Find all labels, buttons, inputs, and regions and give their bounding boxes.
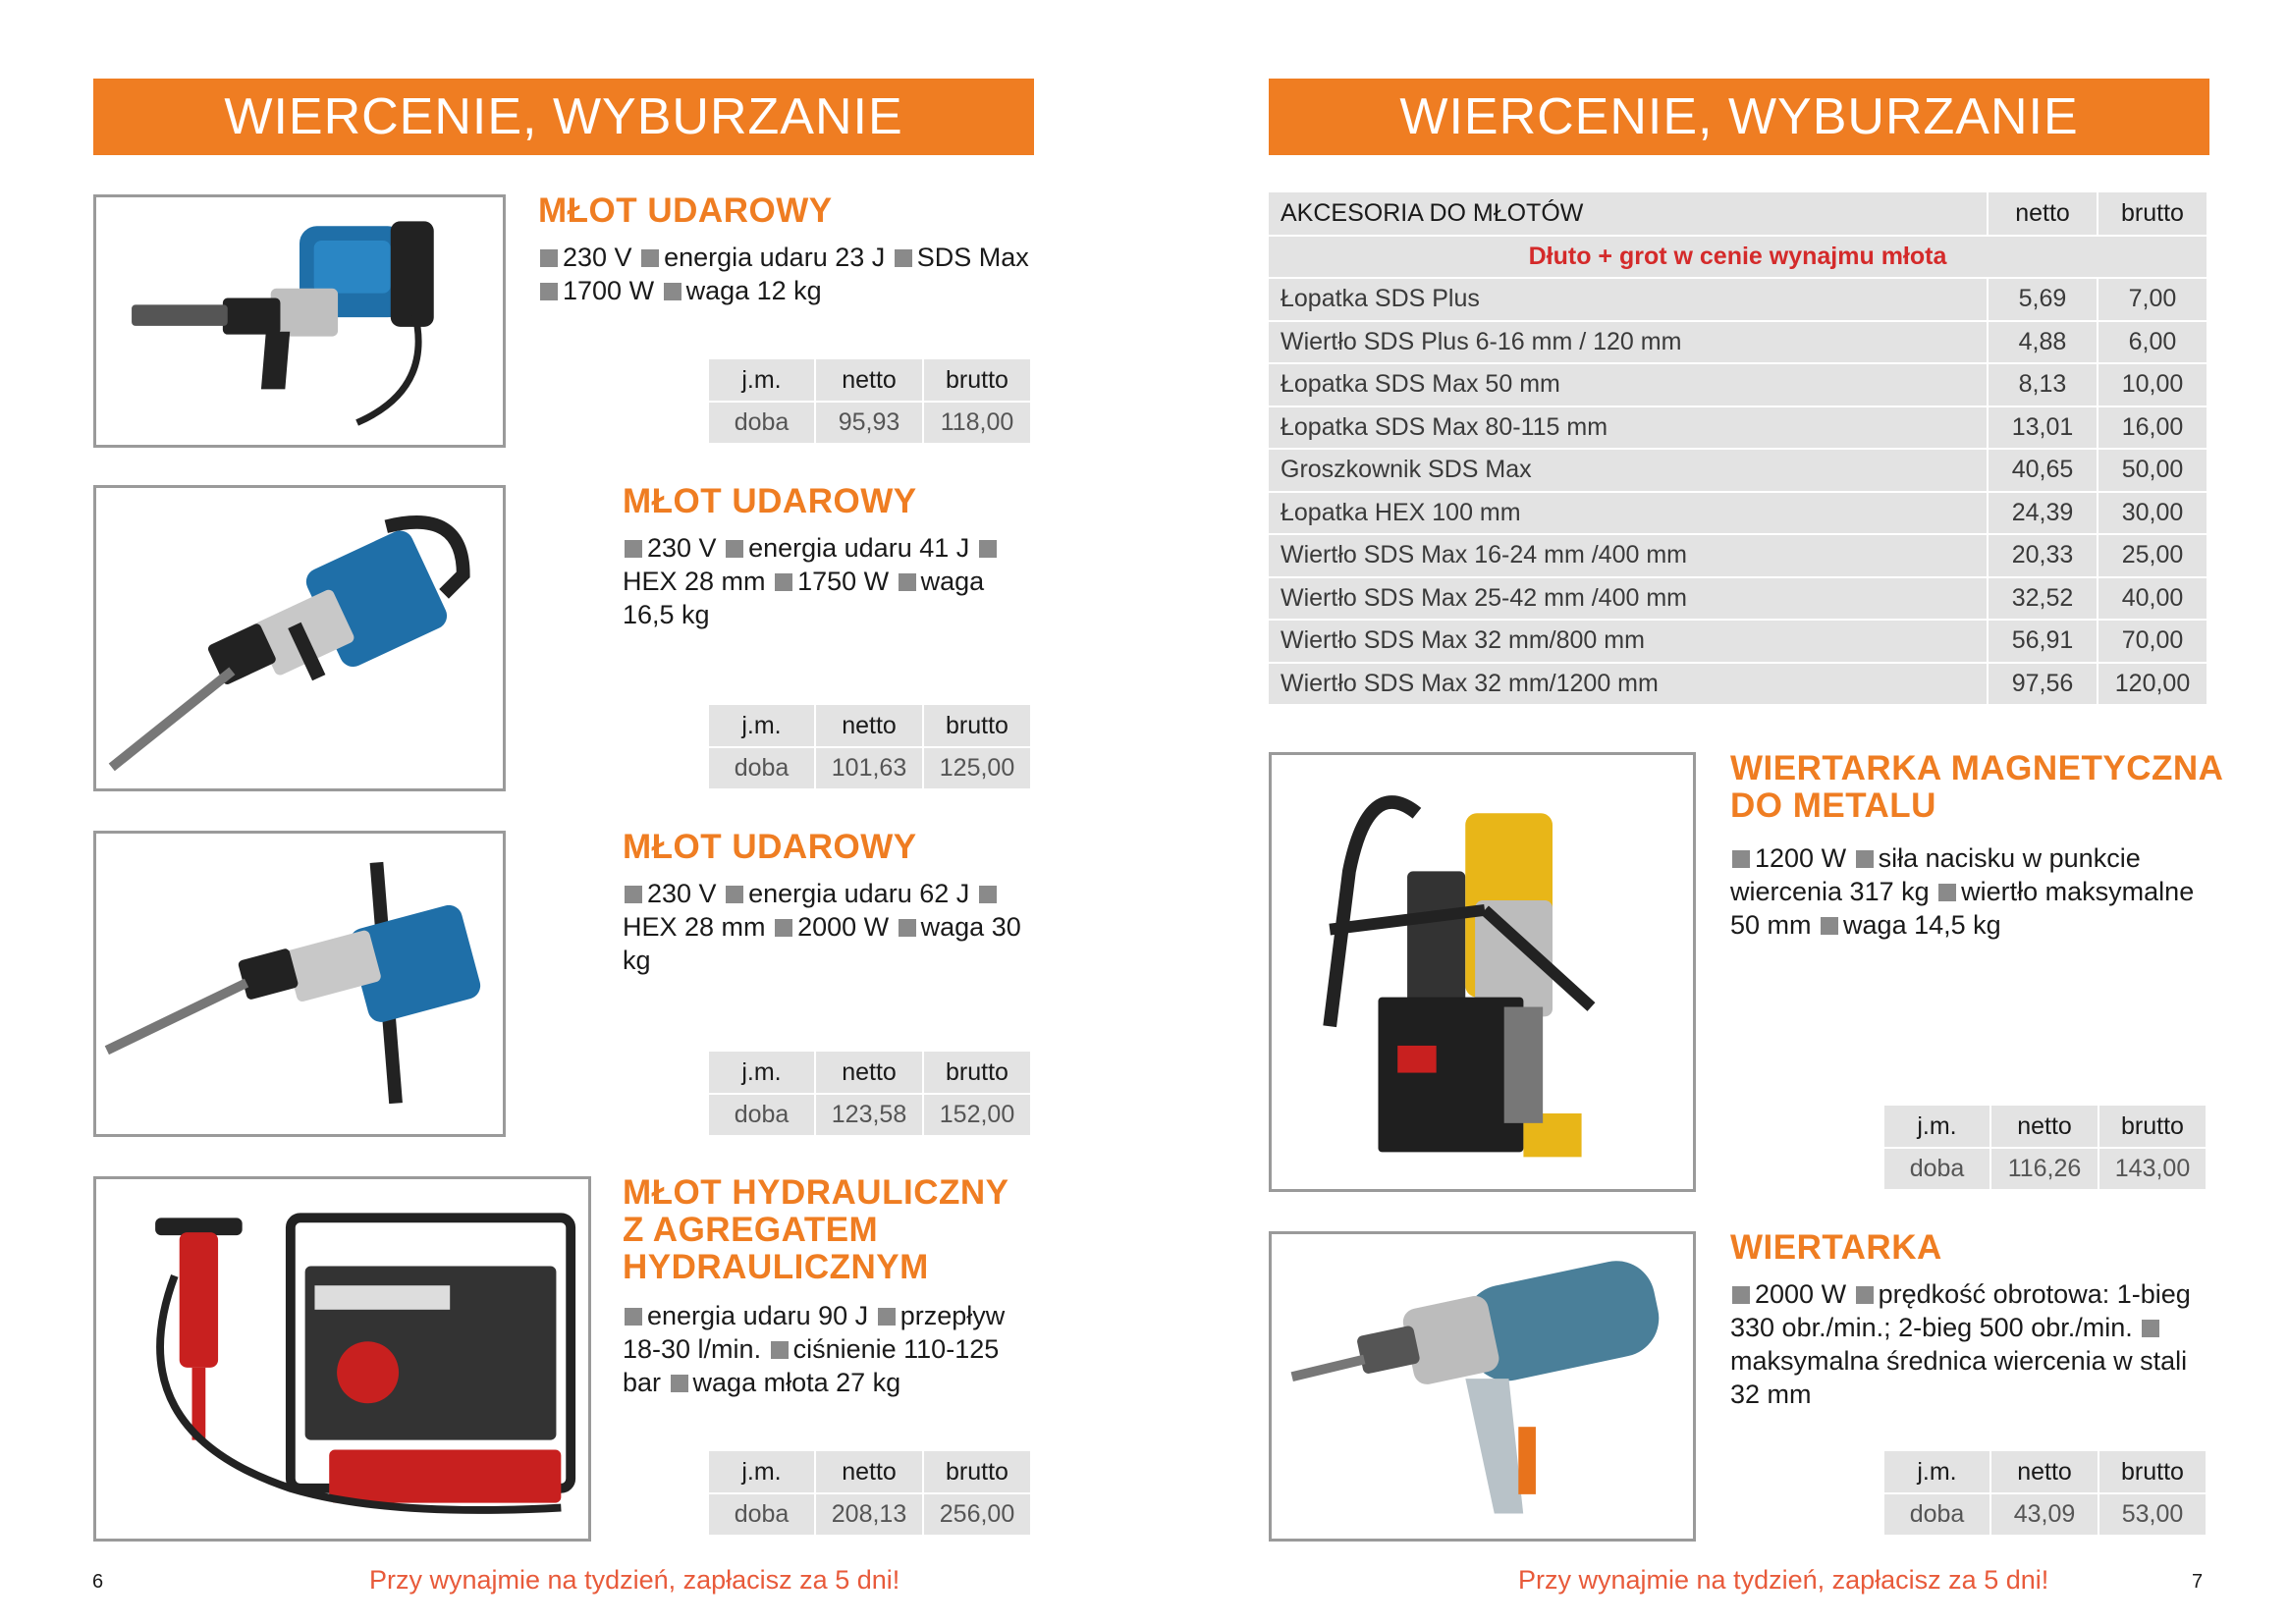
- product-specs: 230 V energia udaru 23 J SDS Max 1700 W waga 12 kg: [538, 241, 1035, 307]
- bullet-square-icon: [1821, 917, 1838, 935]
- table-row: Łopatka SDS Max 80-115 mm 13,01 16,00: [1269, 406, 2207, 450]
- section-title: WIERCENIE, WYBURZANIE: [1399, 88, 2079, 145]
- price-table: j.m. netto brutto doba 116,26 143,00: [1884, 1106, 2207, 1191]
- product-title: WIERTARKA MAGNETYCZNA DO METALU: [1730, 749, 2224, 825]
- footer-note-right: Przy wynajmie na tydzień, zapłacisz za 5 dni!: [1518, 1565, 2049, 1595]
- table-row: Wiertło SDS Max 16-24 mm /400 mm 20,33 25,00: [1269, 534, 2207, 577]
- bullet-square-icon: [540, 249, 558, 267]
- price-table: j.m. netto brutto doba 208,13 256,00: [709, 1451, 1032, 1537]
- bullet-square-icon: [664, 283, 681, 300]
- product-title: WIERTARKA: [1730, 1228, 1942, 1267]
- product-title: MŁOT HYDRAULICZNY Z AGREGATEM HYDRAULICZNYM: [623, 1173, 1009, 1286]
- bullet-square-icon: [671, 1375, 688, 1392]
- bullet-square-icon: [771, 1341, 789, 1359]
- section-header-right: [1269, 79, 2209, 155]
- bullet-square-icon: [2142, 1320, 2159, 1337]
- bullet-square-icon: [895, 249, 912, 267]
- bullet-square-icon: [979, 886, 997, 903]
- price-table: j.m. netto brutto doba 95,93 118,00: [709, 359, 1032, 445]
- table-row: Wiertło SDS Max 32 mm/800 mm 56,91 70,00: [1269, 620, 2207, 663]
- product-specs: 1200 W siła nacisku w punkcie wiercenia 317 kg wiertło maksymalne 50 mm waga 14,5 kg: [1730, 843, 2195, 940]
- bullet-square-icon: [1732, 1286, 1750, 1304]
- product-specs: 230 V energia udaru 41 J HEX 28 mm 1750 W waga 16,5 kg: [623, 531, 1035, 631]
- section-title: WIERCENIE, WYBURZANIE: [224, 88, 903, 145]
- bullet-square-icon: [899, 919, 916, 937]
- bullet-square-icon: [1938, 884, 1956, 901]
- table-row: Groszkownik SDS Max 40,65 50,00: [1269, 449, 2207, 492]
- product-specs: energia udaru 90 J przepływ 18-30 l/min. ciśnienie 110-125 bar waga młota 27 kg: [623, 1301, 1006, 1397]
- price-table: j.m. netto brutto doba 101,63 125,00: [709, 705, 1032, 790]
- table-row: Łopatka SDS Max 50 mm 8,13 10,00: [1269, 363, 2207, 406]
- accessories-table: AKCESORIA DO MŁOTÓW netto brutto Dłuto + grot w cenie wynajmu młota Łopatka SDS Plus 5,69 7,00 Wiertło SDS Plus 6-16 mm / 120 mm 4,88 6,00 Łopatka SDS Max 50 mm 8,13 10,00 Łopatka SDS Max 80-115 mm 13,01 16,00 Groszkownik SDS Max 40,65 50,00 Łopatka HEX 100 mm 24,39 30,00 Wiertło SDS Max 16-24 mm /400 mm 20,33 25,00 Wiertło SDS Max 25-42 mm /400 mm 32,52 40,00 Wiertło SDS Max 32 mm/800 mm 56,91 70,00 Wiertło SDS Max 32 mm/1200 mm 97,56 120,00: [1269, 192, 2208, 706]
- section-header-left: [93, 79, 1034, 155]
- product-title: MŁOT UDAROWY: [623, 828, 917, 866]
- table-row: Wiertło SDS Max 32 mm/1200 mm 97,56 120,00: [1269, 663, 2207, 706]
- bullet-square-icon: [775, 919, 792, 937]
- bullet-square-icon: [726, 886, 743, 903]
- bullet-square-icon: [641, 249, 659, 267]
- bullet-square-icon: [625, 540, 642, 558]
- footer-note-left: Przy wynajmie na tydzień, zapłacisz za 5 dni!: [369, 1565, 900, 1595]
- bullet-square-icon: [625, 886, 642, 903]
- bullet-square-icon: [540, 283, 558, 300]
- product-specs: 230 V energia udaru 62 J HEX 28 mm 2000 W waga 30 kg: [623, 879, 1021, 975]
- bullet-square-icon: [1856, 850, 1874, 868]
- table-row: Wiertło SDS Max 25-42 mm /400 mm 32,52 40,00: [1269, 577, 2207, 621]
- product-photo-breaker-62j: [93, 831, 506, 1137]
- product-photo-diamond-drill: [1269, 1231, 1696, 1542]
- bullet-square-icon: [775, 573, 792, 591]
- product-photo-breaker-41j: [93, 485, 506, 791]
- bullet-square-icon: [899, 573, 916, 591]
- bullet-square-icon: [979, 540, 997, 558]
- price-table: j.m. netto brutto doba 123,58 152,00: [709, 1052, 1032, 1137]
- product-photo-hammer-sds-max: [93, 194, 506, 448]
- price-table: j.m. netto brutto doba 43,09 53,00: [1884, 1451, 2207, 1537]
- table-row: Łopatka SDS Plus 5,69 7,00: [1269, 278, 2207, 321]
- page-number-left: 6: [92, 1571, 104, 1593]
- product-specs: 2000 W prędkość obrotowa: 1-bieg 330 obr./min.; 2-bieg 500 obr./min. maksymalna średnica wiercenia w stali 32 mm: [1730, 1279, 2191, 1409]
- product-title: MŁOT UDAROWY: [623, 482, 917, 520]
- bullet-square-icon: [726, 540, 743, 558]
- table-row: Łopatka HEX 100 mm 24,39 30,00: [1269, 492, 2207, 535]
- page-number-right: 7: [2192, 1571, 2204, 1593]
- product-photo-magnetic-drill: [1269, 752, 1696, 1192]
- bullet-square-icon: [625, 1308, 642, 1326]
- product-photo-hydraulic-breaker: [93, 1176, 591, 1542]
- bullet-square-icon: [1856, 1286, 1874, 1304]
- bullet-square-icon: [878, 1308, 896, 1326]
- table-row: Wiertło SDS Plus 6-16 mm / 120 mm 4,88 6,00: [1269, 321, 2207, 364]
- bullet-square-icon: [1732, 850, 1750, 868]
- product-title: MŁOT UDAROWY: [538, 191, 833, 230]
- promo-note: Dłuto + grot w cenie wynajmu młota: [1269, 236, 2207, 279]
